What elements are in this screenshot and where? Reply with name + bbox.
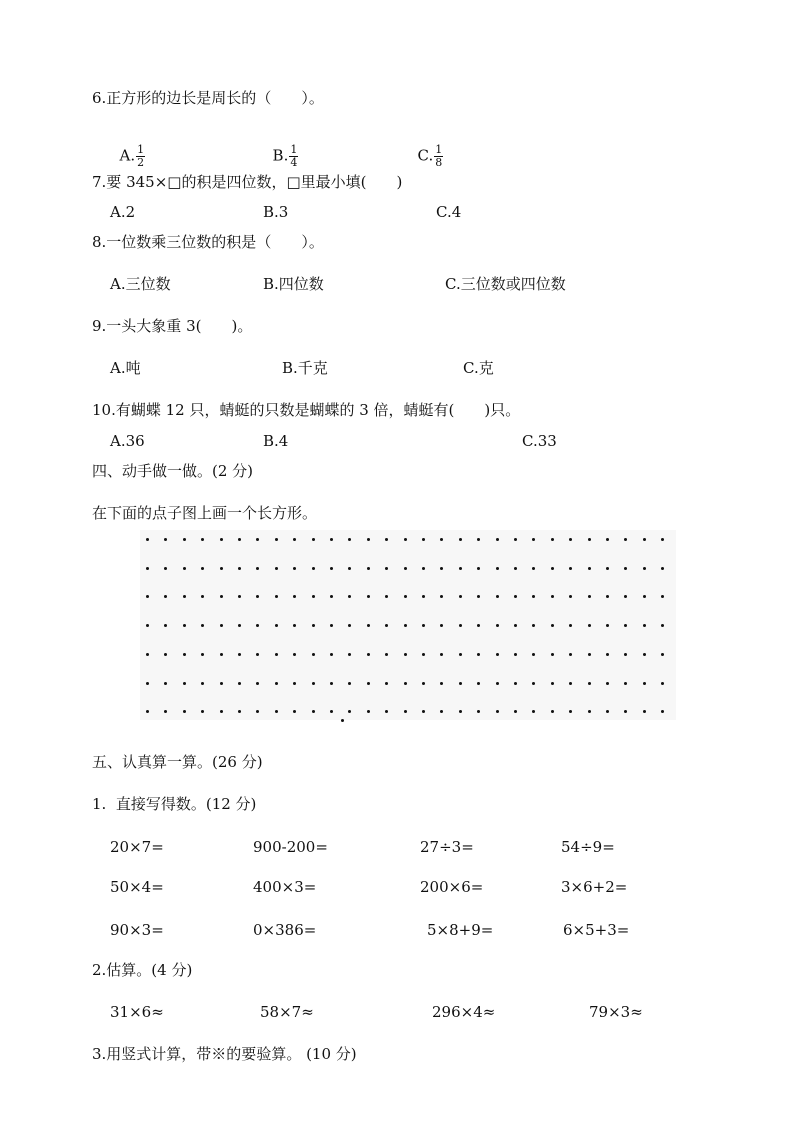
grid-dot[interactable] xyxy=(661,682,664,685)
grid-dot[interactable] xyxy=(201,682,204,685)
grid-dot[interactable] xyxy=(624,624,627,627)
grid-dot[interactable] xyxy=(643,538,646,541)
grid-dot[interactable] xyxy=(569,710,572,713)
grid-dot[interactable] xyxy=(385,538,388,541)
grid-dot[interactable] xyxy=(422,538,425,541)
grid-dot[interactable] xyxy=(496,710,499,713)
q8-stem: 8.一位数乘三位数的积是（ ）。 xyxy=(92,233,324,251)
grid-dot[interactable] xyxy=(661,710,664,713)
calc-item: 6×5+3= xyxy=(563,921,630,939)
grid-dot[interactable] xyxy=(643,710,646,713)
grid-dot[interactable] xyxy=(183,595,186,598)
grid-dot[interactable] xyxy=(312,538,315,541)
grid-dot[interactable] xyxy=(385,710,388,713)
q6-stem: 6.正方形的边长是周长的（ ）。 xyxy=(92,89,324,107)
grid-dot[interactable] xyxy=(624,567,627,570)
grid-dot[interactable] xyxy=(312,682,315,685)
grid-dot[interactable] xyxy=(220,710,223,713)
grid-dot[interactable] xyxy=(330,682,333,685)
grid-dot[interactable] xyxy=(532,538,535,541)
q6-option-c: C. $\frac{1}{8}$ xyxy=(417,143,443,169)
estimate-item: 58×7≈ xyxy=(260,1003,314,1021)
grid-dot[interactable] xyxy=(220,682,223,685)
grid-dot[interactable] xyxy=(588,710,591,713)
q10-option-b: B.4 xyxy=(263,432,289,450)
grid-dot[interactable] xyxy=(588,538,591,541)
grid-dot[interactable] xyxy=(330,595,333,598)
grid-dot[interactable] xyxy=(238,595,241,598)
grid-dot[interactable] xyxy=(459,595,462,598)
grid-dot[interactable] xyxy=(385,624,388,627)
grid-dot[interactable] xyxy=(220,538,223,541)
grid-dot[interactable] xyxy=(404,682,407,685)
calc-item: 900-200= xyxy=(253,838,328,856)
q6-option-b: B. $\frac{1}{4}$ xyxy=(272,143,298,169)
grid-dot[interactable] xyxy=(643,567,646,570)
grid-dot[interactable] xyxy=(459,682,462,685)
calc-item: 400×3= xyxy=(253,878,317,896)
q9-stem: 9.一头大象重 3( )。 xyxy=(92,317,253,335)
grid-dot[interactable] xyxy=(275,567,278,570)
grid-dot[interactable] xyxy=(569,624,572,627)
grid-dot[interactable] xyxy=(477,624,480,627)
grid-dot[interactable] xyxy=(330,710,333,713)
grid-dot[interactable] xyxy=(514,682,517,685)
grid-dot[interactable] xyxy=(422,567,425,570)
grid-dot[interactable] xyxy=(551,624,554,627)
grid-dot[interactable] xyxy=(256,710,259,713)
grid-dot[interactable] xyxy=(367,653,370,656)
grid-dot[interactable] xyxy=(312,710,315,713)
part-3-title: 3.用竖式计算，带※的要验算。 (10 分) xyxy=(92,1045,357,1063)
grid-dot[interactable] xyxy=(404,538,407,541)
grid-dot[interactable] xyxy=(293,595,296,598)
grid-dot[interactable] xyxy=(348,595,351,598)
grid-dot[interactable] xyxy=(293,624,296,627)
grid-dot[interactable] xyxy=(146,682,149,685)
grid-dot[interactable] xyxy=(514,624,517,627)
grid-dot[interactable] xyxy=(293,653,296,656)
grid-dot[interactable] xyxy=(348,653,351,656)
grid-dot[interactable] xyxy=(569,595,572,598)
grid-dot[interactable] xyxy=(422,710,425,713)
q8-option-b: B.四位数 xyxy=(263,275,324,293)
grid-dot[interactable] xyxy=(606,595,609,598)
grid-dot[interactable] xyxy=(588,682,591,685)
grid-dot[interactable] xyxy=(477,538,480,541)
grid-dot[interactable] xyxy=(238,538,241,541)
grid-dot[interactable] xyxy=(569,538,572,541)
q7-stem: 7.要 345×□的积是四位数，□里最小填( ) xyxy=(92,173,403,191)
q6-option-a: A. $\frac{1}{2}$ xyxy=(119,143,145,169)
fraction: $\frac{1}{2}$ xyxy=(137,143,145,169)
calc-item: 54÷9= xyxy=(561,838,615,856)
grid-dot[interactable] xyxy=(385,653,388,656)
fraction: $\frac{1}{4}$ xyxy=(290,143,298,169)
grid-dot[interactable] xyxy=(275,682,278,685)
grid-dot[interactable] xyxy=(588,567,591,570)
grid-dot[interactable] xyxy=(588,624,591,627)
grid-dot[interactable] xyxy=(661,595,664,598)
grid-dot[interactable] xyxy=(440,538,443,541)
grid-dot[interactable] xyxy=(643,624,646,627)
grid-dot[interactable] xyxy=(348,682,351,685)
grid-dot[interactable] xyxy=(404,710,407,713)
grid-dot[interactable] xyxy=(293,567,296,570)
section-4-title: 四、动手做一做。(2 分) xyxy=(92,462,254,480)
grid-dot[interactable] xyxy=(164,682,167,685)
grid-dot[interactable] xyxy=(201,595,204,598)
calc-item: 0×386= xyxy=(253,921,317,939)
grid-dot[interactable] xyxy=(220,624,223,627)
grid-dot[interactable] xyxy=(330,567,333,570)
grid-dot[interactable] xyxy=(183,653,186,656)
grid-dot[interactable] xyxy=(532,567,535,570)
grid-dot[interactable] xyxy=(256,595,259,598)
grid-dot[interactable] xyxy=(275,710,278,713)
q8-option-c: C.三位数或四位数 xyxy=(445,275,566,293)
q10-option-c: C.33 xyxy=(522,432,557,450)
grid-dot[interactable] xyxy=(312,624,315,627)
grid-dot[interactable] xyxy=(312,567,315,570)
grid-dot[interactable] xyxy=(532,653,535,656)
grid-dot[interactable] xyxy=(146,710,149,713)
grid-dot[interactable] xyxy=(643,653,646,656)
grid-dot[interactable] xyxy=(440,624,443,627)
grid-dot[interactable] xyxy=(606,682,609,685)
grid-dot[interactable] xyxy=(183,538,186,541)
calc-item: 20×7= xyxy=(110,838,164,856)
grid-dot[interactable] xyxy=(238,624,241,627)
q9-option-c: C.克 xyxy=(463,359,494,377)
grid-dot[interactable] xyxy=(164,710,167,713)
grid-dot[interactable] xyxy=(275,653,278,656)
grid-dot[interactable] xyxy=(146,538,149,541)
estimate-item: 31×6≈ xyxy=(110,1003,164,1021)
grid-dot[interactable] xyxy=(293,538,296,541)
grid-dot[interactable] xyxy=(312,595,315,598)
grid-dot[interactable] xyxy=(164,653,167,656)
grid-dot[interactable] xyxy=(201,624,204,627)
grid-dot[interactable] xyxy=(496,624,499,627)
dot-grid[interactable] xyxy=(140,530,676,720)
grid-dot[interactable] xyxy=(496,538,499,541)
grid-dot[interactable] xyxy=(164,567,167,570)
grid-dot[interactable] xyxy=(348,567,351,570)
estimate-item: 296×4≈ xyxy=(432,1003,496,1021)
q8-option-a: A.三位数 xyxy=(110,275,171,293)
grid-dot[interactable] xyxy=(606,538,609,541)
grid-dot[interactable] xyxy=(551,682,554,685)
grid-dot[interactable] xyxy=(367,538,370,541)
grid-dot[interactable] xyxy=(514,538,517,541)
grid-dot[interactable] xyxy=(514,595,517,598)
grid-dot[interactable] xyxy=(183,624,186,627)
grid-dot[interactable] xyxy=(330,538,333,541)
q10-option-a: A.36 xyxy=(110,432,145,450)
grid-dot[interactable] xyxy=(404,567,407,570)
calc-item: 27÷3= xyxy=(420,838,474,856)
grid-dot[interactable] xyxy=(312,653,315,656)
grid-dot[interactable] xyxy=(496,567,499,570)
grid-dot[interactable] xyxy=(201,653,204,656)
grid-dot[interactable] xyxy=(477,682,480,685)
grid-dot[interactable] xyxy=(238,682,241,685)
grid-dot[interactable] xyxy=(146,653,149,656)
fraction: $\frac{1}{8}$ xyxy=(435,143,443,169)
grid-dot[interactable] xyxy=(606,567,609,570)
grid-dot[interactable] xyxy=(183,682,186,685)
calc-item: 90×3= xyxy=(110,921,164,939)
grid-dot[interactable] xyxy=(422,595,425,598)
grid-dot[interactable] xyxy=(569,567,572,570)
grid-dot[interactable] xyxy=(532,595,535,598)
grid-dot[interactable] xyxy=(477,595,480,598)
section-5-title: 五、认真算一算。(26 分) xyxy=(92,753,263,771)
grid-dot[interactable] xyxy=(404,653,407,656)
grid-dot[interactable] xyxy=(496,682,499,685)
grid-dot[interactable] xyxy=(551,653,554,656)
grid-dot[interactable] xyxy=(551,538,554,541)
grid-dot[interactable] xyxy=(624,538,627,541)
grid-dot[interactable] xyxy=(496,595,499,598)
grid-dot[interactable] xyxy=(220,653,223,656)
grid-dot[interactable] xyxy=(238,653,241,656)
grid-dot[interactable] xyxy=(275,595,278,598)
grid-dot[interactable] xyxy=(256,567,259,570)
grid-dot[interactable] xyxy=(220,567,223,570)
grid-dot[interactable] xyxy=(588,595,591,598)
grid-dot[interactable] xyxy=(164,538,167,541)
grid-dot[interactable] xyxy=(661,538,664,541)
q9-option-b: B.千克 xyxy=(282,359,328,377)
grid-dot[interactable] xyxy=(459,538,462,541)
grid-dot[interactable] xyxy=(164,595,167,598)
grid-dot[interactable] xyxy=(606,624,609,627)
grid-dot[interactable] xyxy=(183,710,186,713)
grid-dot[interactable] xyxy=(514,710,517,713)
calc-item: 5×8+9= xyxy=(427,921,494,939)
grid-dot[interactable] xyxy=(367,710,370,713)
grid-dot[interactable] xyxy=(661,653,664,656)
grid-dot[interactable] xyxy=(146,595,149,598)
grid-dot[interactable] xyxy=(459,567,462,570)
grid-dot[interactable] xyxy=(606,653,609,656)
grid-dot[interactable] xyxy=(256,538,259,541)
grid-dot[interactable] xyxy=(404,624,407,627)
grid-dot[interactable] xyxy=(440,567,443,570)
grid-dot[interactable] xyxy=(551,710,554,713)
grid-dot[interactable] xyxy=(183,567,186,570)
q10-stem: 10.有蝴蝶 12 只，蜻蜓的只数是蝴蝶的 3 倍，蜻蜓有( )只。 xyxy=(92,401,521,419)
grid-dot[interactable] xyxy=(256,624,259,627)
grid-dot[interactable] xyxy=(201,710,204,713)
q7-option-c: C.4 xyxy=(436,203,462,221)
grid-dot[interactable] xyxy=(569,682,572,685)
grid-dot[interactable] xyxy=(256,653,259,656)
q9-option-a: A.吨 xyxy=(110,359,141,377)
grid-dot[interactable] xyxy=(385,682,388,685)
grid-dot[interactable] xyxy=(164,624,167,627)
grid-dot[interactable] xyxy=(256,682,259,685)
q7-option-a: A.2 xyxy=(110,203,136,221)
grid-dot[interactable] xyxy=(422,624,425,627)
grid-dot[interactable] xyxy=(440,595,443,598)
grid-dot[interactable] xyxy=(201,538,204,541)
grid-dot[interactable] xyxy=(532,682,535,685)
grid-dot[interactable] xyxy=(293,682,296,685)
grid-dot[interactable] xyxy=(146,624,149,627)
grid-dot[interactable] xyxy=(293,710,296,713)
grid-dot[interactable] xyxy=(661,567,664,570)
grid-dot[interactable] xyxy=(514,653,517,656)
grid-dot[interactable] xyxy=(624,682,627,685)
grid-dot[interactable] xyxy=(643,595,646,598)
grid-dot[interactable] xyxy=(459,624,462,627)
grid-dot[interactable] xyxy=(238,567,241,570)
grid-dot[interactable] xyxy=(348,624,351,627)
part-2-title: 2.估算。(4 分) xyxy=(92,961,193,979)
calc-item: 200×6= xyxy=(420,878,484,896)
grid-dot[interactable] xyxy=(440,653,443,656)
grid-dot[interactable] xyxy=(551,595,554,598)
grid-dot[interactable] xyxy=(532,710,535,713)
grid-dot[interactable] xyxy=(404,595,407,598)
grid-dot[interactable] xyxy=(367,567,370,570)
grid-dot[interactable] xyxy=(551,567,554,570)
grid-dot[interactable] xyxy=(624,595,627,598)
grid-dot[interactable] xyxy=(477,567,480,570)
q7-option-b: B.3 xyxy=(263,203,289,221)
grid-dot[interactable] xyxy=(661,624,664,627)
grid-dot[interactable] xyxy=(569,653,572,656)
grid-dot[interactable] xyxy=(440,682,443,685)
grid-dot[interactable] xyxy=(624,710,627,713)
grid-dot[interactable] xyxy=(532,624,535,627)
calc-item: 3×6+2= xyxy=(561,878,628,896)
grid-dot[interactable] xyxy=(385,595,388,598)
grid-dot[interactable] xyxy=(477,710,480,713)
part-1-title: 1. 直接写得数。(12 分) xyxy=(92,795,257,813)
grid-dot[interactable] xyxy=(348,538,351,541)
grid-dot[interactable] xyxy=(422,682,425,685)
grid-dot[interactable] xyxy=(477,653,480,656)
grid-dot[interactable] xyxy=(330,653,333,656)
grid-dot[interactable] xyxy=(624,653,627,656)
grid-dot[interactable] xyxy=(367,624,370,627)
grid-dot[interactable] xyxy=(330,624,333,627)
grid-dot[interactable] xyxy=(146,567,149,570)
estimate-item: 79×3≈ xyxy=(589,1003,643,1021)
calc-item: 50×4= xyxy=(110,878,164,896)
grid-dot[interactable] xyxy=(275,624,278,627)
grid-dot[interactable] xyxy=(588,653,591,656)
grid-dot[interactable] xyxy=(422,653,425,656)
grid-dot[interactable] xyxy=(385,567,388,570)
grid-dot[interactable] xyxy=(238,710,241,713)
grid-dot[interactable] xyxy=(440,710,443,713)
grid-dot[interactable] xyxy=(459,653,462,656)
section-4-instruction: 在下面的点子图上画一个长方形。 xyxy=(92,504,318,522)
grid-dot[interactable] xyxy=(459,710,462,713)
grid-dot[interactable] xyxy=(367,595,370,598)
grid-dot[interactable] xyxy=(606,710,609,713)
grid-dot[interactable] xyxy=(341,719,344,722)
grid-dot[interactable] xyxy=(348,710,351,713)
grid-dot[interactable] xyxy=(643,682,646,685)
grid-dot[interactable] xyxy=(201,567,204,570)
grid-dot[interactable] xyxy=(367,682,370,685)
grid-dot[interactable] xyxy=(275,538,278,541)
grid-dot[interactable] xyxy=(496,653,499,656)
grid-dot[interactable] xyxy=(220,595,223,598)
grid-dot[interactable] xyxy=(514,567,517,570)
